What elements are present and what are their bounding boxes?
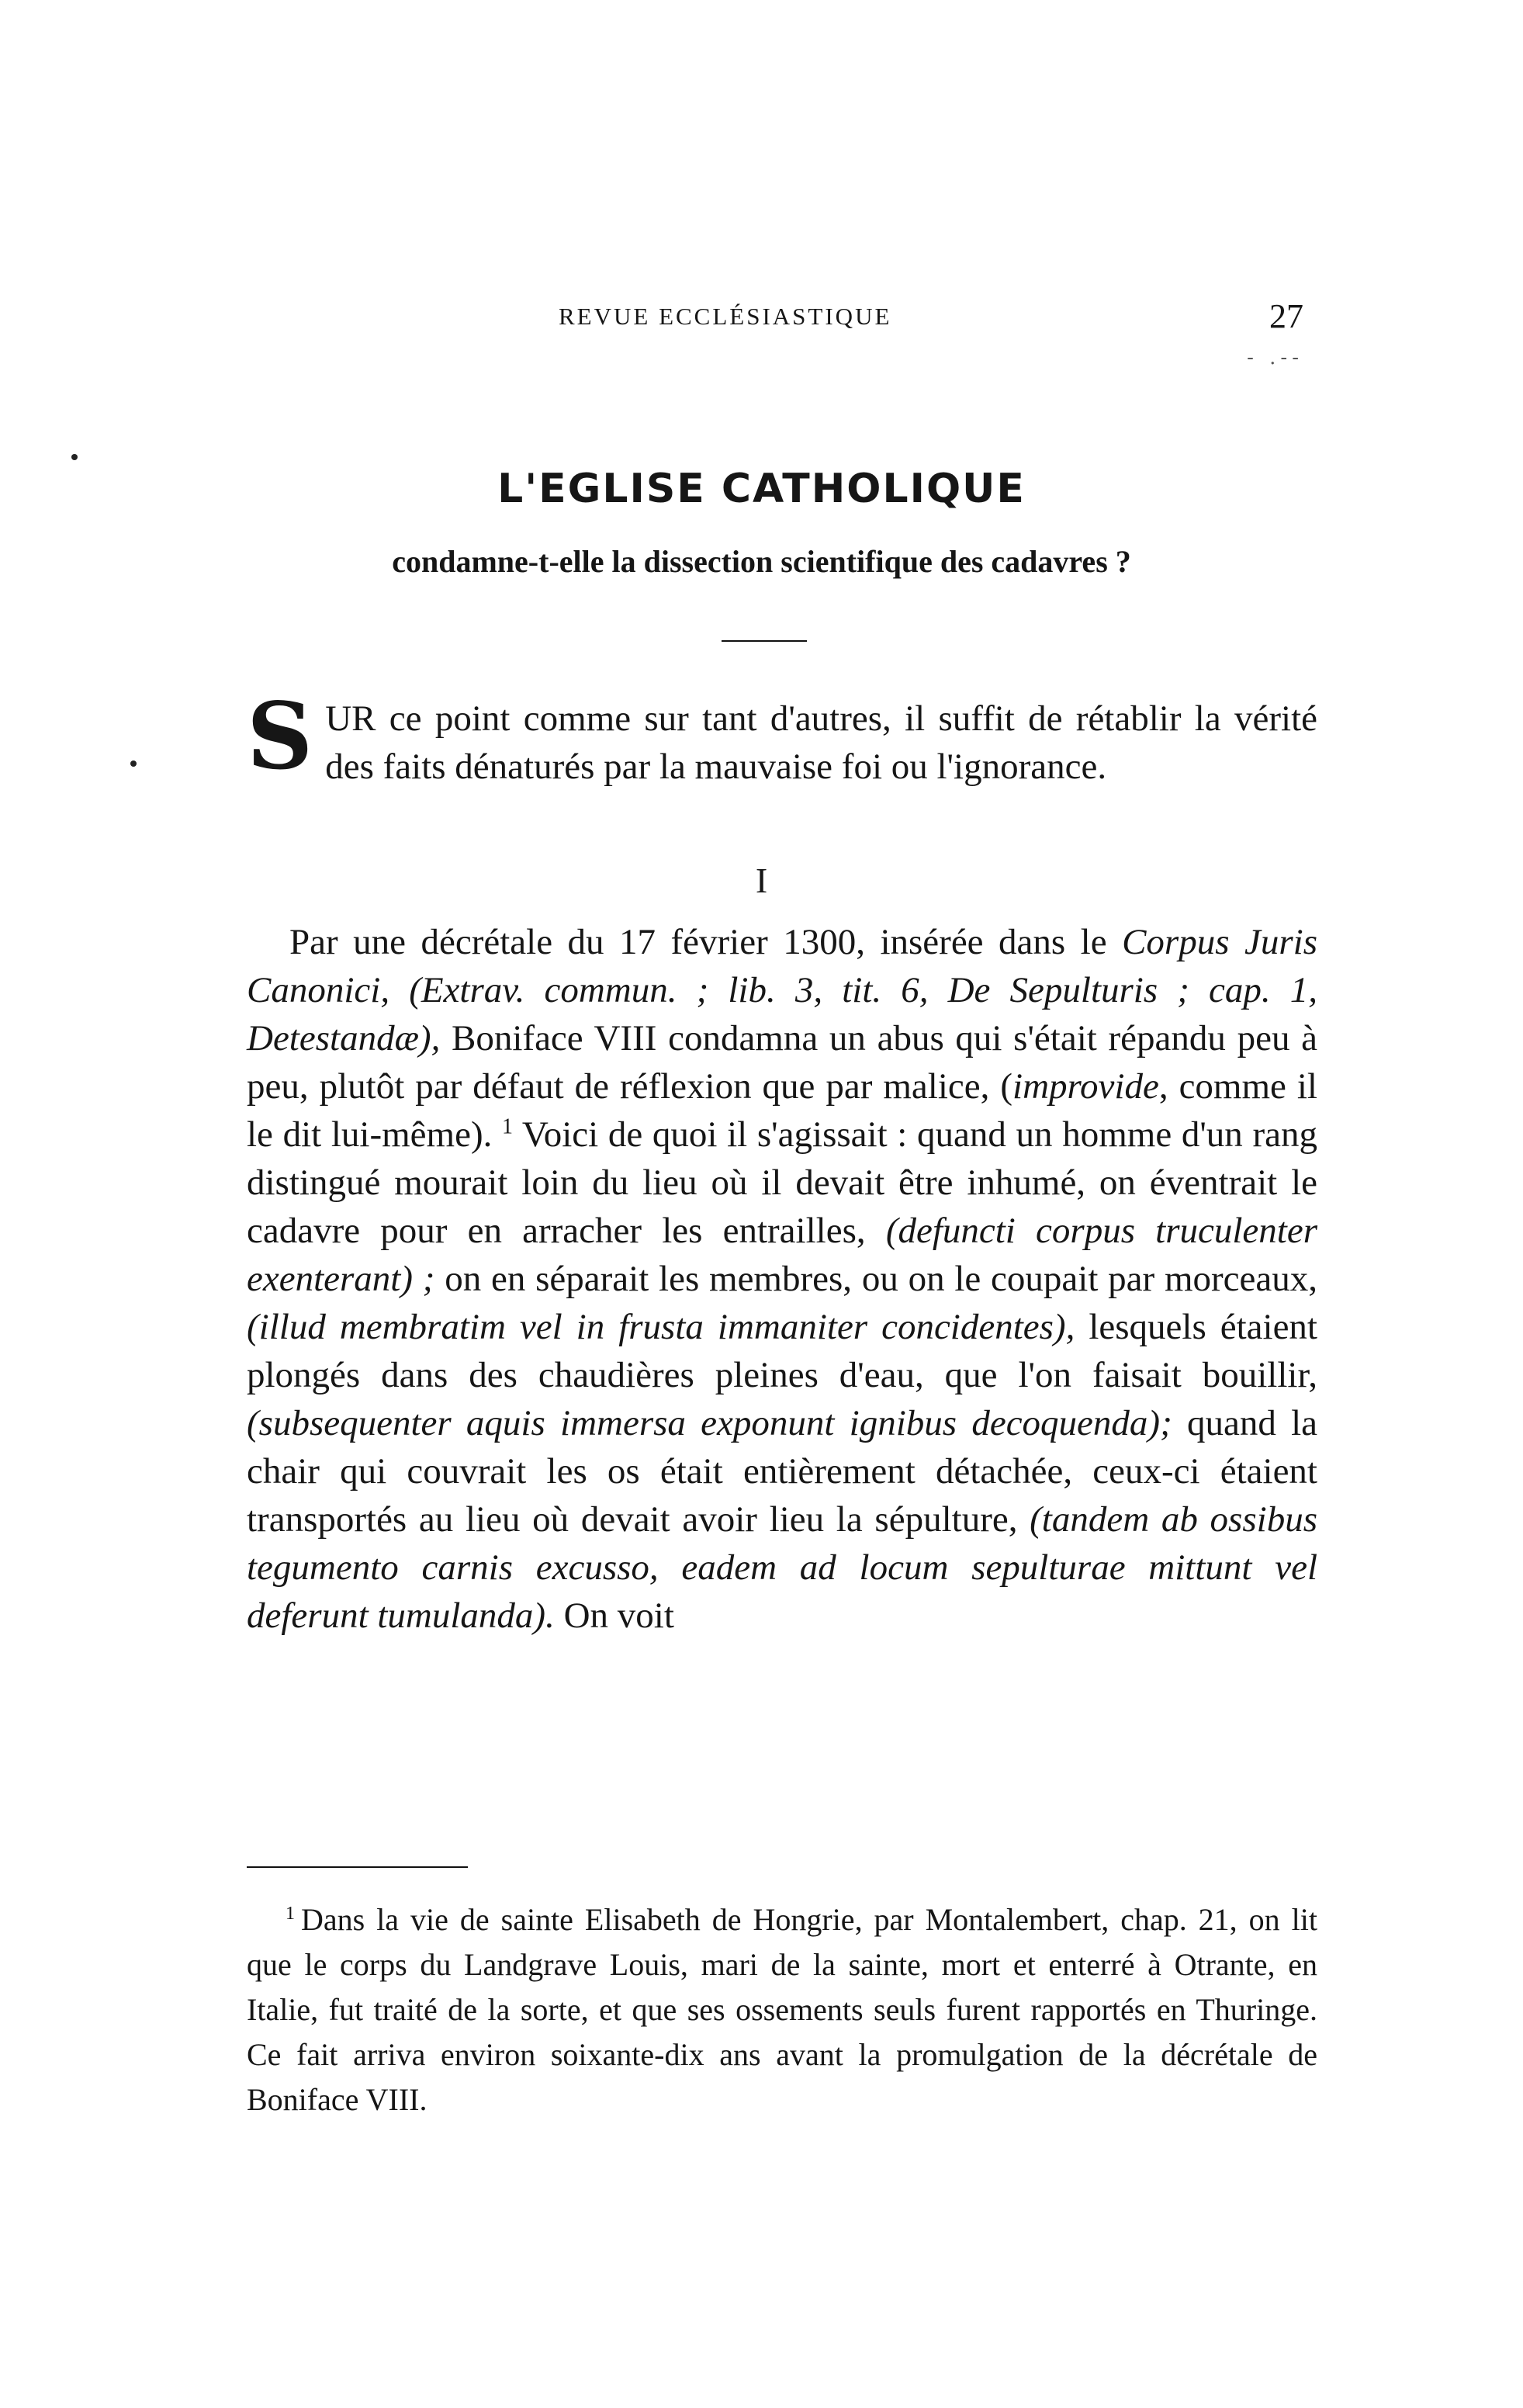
title-rule bbox=[722, 640, 807, 642]
footnote-reference: 1 bbox=[502, 1114, 514, 1139]
latin-quote: (defuncti corpus truculenter exenterant) ; bbox=[247, 1211, 1317, 1299]
text-segment: quand la chair qui couvrait les os était entièrement détachée, ceux-ci étaient transportés au lieu où devait avoir lieu la sépulture, bbox=[247, 1403, 1317, 1540]
running-head: REVUE ECCLÉSIASTIQUE bbox=[559, 303, 892, 330]
main-paragraph bbox=[247, 918, 1317, 1640]
article-title: L'EGLISE CATHOLIQUE bbox=[497, 466, 1026, 512]
footnote-rule bbox=[247, 1866, 468, 1868]
header-marks: - .-- bbox=[1247, 346, 1303, 369]
article-subtitle: condamne-t-elle la dissection scientifique des cadavres ? bbox=[392, 544, 1131, 579]
margin-dot bbox=[71, 454, 78, 460]
page-header bbox=[248, 296, 1311, 369]
latin-quote: (tandem ab ossibus tegumento carnis excusso, eadem ad locum sepulturae mittunt vel deferunt tumulanda). bbox=[247, 1499, 1317, 1636]
latin-quote: (illud membratim vel in frusta immaniter concidentes), bbox=[247, 1307, 1075, 1347]
text-segment: lesquels étaient plongés dans des chaudières pleines d'eau, que l'on faisait bouillir, bbox=[247, 1307, 1317, 1395]
text-segment: On voit bbox=[554, 1596, 674, 1636]
text-segment: Par une décrétale du 17 février 1300, insérée dans le bbox=[289, 922, 1123, 962]
canon-law-reference: Corpus Juris Canonici, (Extrav. commun. ; lib. 3, tit. 6, De Sepulturis ; cap. 1, Detestandæ), bbox=[247, 922, 1317, 1058]
text-segment: Voici de quoi il s'agissait : quand un homme d'un rang distingué mourait loin du lieu où il devait être inhumé, on éventrait le cadavre pour en arracher les entrailles, bbox=[247, 1114, 1317, 1251]
text-segment: , comme il le dit lui-même). bbox=[247, 1066, 1317, 1155]
intro-text: UR ce point comme sur tant d'autres, il suffit de rétablir la vérité des faits dénaturés par la mauvaise foi ou l'ignorance. bbox=[325, 698, 1317, 787]
text-segment: Boniface VIII condamna un abus qui s'était répandu peu à peu, plutôt par défaut de réflexion que par malice, ( bbox=[247, 1018, 1317, 1107]
margin-dot bbox=[130, 761, 137, 767]
footnote-mark: 1 bbox=[286, 1903, 295, 1924]
latin-quote: (subsequenter aquis immersa exponunt ignibus decoquenda); bbox=[247, 1403, 1172, 1443]
text-segment: on en séparait les membres, ou on le coupait par morceaux, bbox=[434, 1259, 1317, 1299]
page-number: 27 bbox=[1269, 297, 1303, 335]
footnote bbox=[247, 1897, 1317, 2122]
section-numeral: I bbox=[755, 861, 768, 900]
footnote-text: Dans la vie de sainte Elisabeth de Hongrie, par Montalembert, chap. 21, on lit que le corps du Landgrave Louis, mari de la sainte, mort et enterré à Otrante, en Italie, fut traité de la sorte, et que ses ossements seuls furent rapportés en Thuringe. Ce fait arriva environ soixante-dix ans avant la promulgation de la décrétale de Boniface VIII. bbox=[247, 1902, 1317, 2117]
drop-cap: S bbox=[247, 682, 313, 790]
intro-paragraph bbox=[247, 682, 1317, 791]
latin-term: improvide bbox=[1012, 1066, 1159, 1107]
